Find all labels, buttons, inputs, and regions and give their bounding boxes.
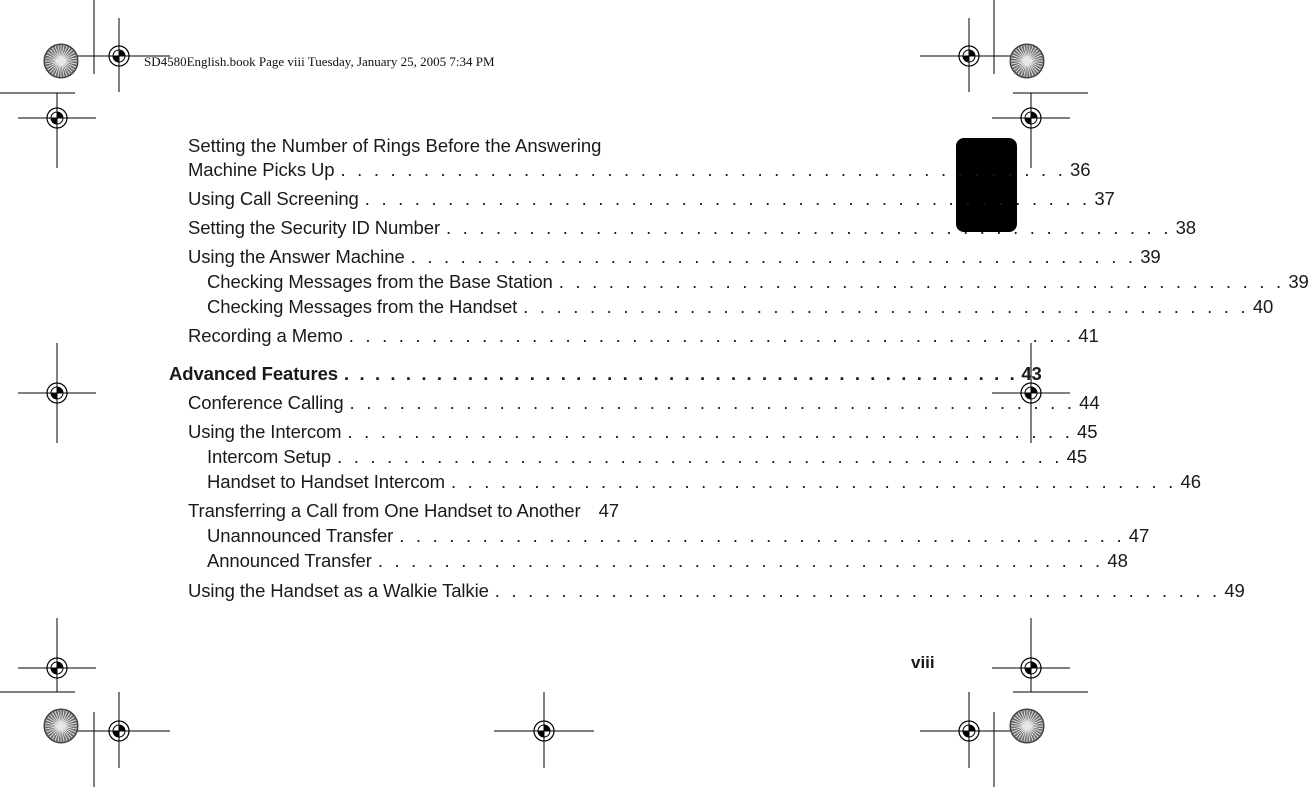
toc-entry[interactable] bbox=[207, 296, 1274, 318]
toc-entry-title: Using the Intercom bbox=[188, 421, 342, 442]
toc-page-number: 37 bbox=[1094, 188, 1115, 209]
toc-section-heading[interactable] bbox=[169, 363, 1042, 385]
toc-entry[interactable] bbox=[207, 525, 1150, 547]
toc-entry[interactable] bbox=[188, 580, 1245, 602]
toc-page-number: 43 bbox=[1021, 363, 1042, 384]
leader-dots: . . . . . . . . . . . . . . . . . . . . . . . . . . . . . . . . . . . . . . . . . . . . bbox=[558, 271, 1285, 292]
toc-page-number: 36 bbox=[1070, 159, 1091, 180]
leader-dots: . . . . . . . . . . . . . . . . . . . . . . . . . . . . . . . . . . . . . . . . . . . . bbox=[377, 550, 1104, 571]
toc-entry-title: Using the Handset as a Walkie Talkie bbox=[188, 580, 489, 601]
toc-page-number: 38 bbox=[1175, 217, 1196, 238]
toc-entry[interactable] bbox=[207, 550, 1128, 572]
leader-dots: . . . . . . . . . . . . . . . . . . . . . . . . . . . . . . . . . . . . . . . . . . . . bbox=[347, 421, 1074, 442]
leader-dots: . . . . . . . . . . . . . . . . . . . . . . . . . . . . . . . . . . . . . . . . . . . . bbox=[446, 217, 1172, 238]
toc-entry-title: Checking Messages from the Base Station bbox=[207, 271, 553, 292]
toc-entry-title: Machine Picks Up bbox=[188, 159, 335, 180]
toc-page-number: 45 bbox=[1066, 446, 1088, 467]
toc-entry-title: Advanced Features bbox=[169, 363, 338, 384]
leader-dots: . . . . . . . . . . . . . . . . . . . . . . . . . . . . . . . . . . . . . . . . . . . . bbox=[450, 471, 1177, 492]
toc-entry-title: Announced Transfer bbox=[207, 550, 372, 571]
toc-entry[interactable] bbox=[207, 446, 1088, 468]
toc-page-number: 41 bbox=[1078, 325, 1099, 346]
toc-entry-title: Recording a Memo bbox=[188, 325, 343, 346]
toc-entry[interactable] bbox=[188, 421, 1098, 443]
toc-entry-title: Using the Answer Machine bbox=[188, 246, 405, 267]
toc-entry[interactable] bbox=[188, 325, 1099, 347]
toc-entry[interactable] bbox=[188, 392, 1100, 414]
toc-entry-title: Unannounced Transfer bbox=[207, 525, 394, 546]
toc-entry[interactable] bbox=[207, 471, 1201, 493]
leader-dots: . . . . . . . . . . . . . . . . . . . . . . . . . . . . . . . . . . . . . . . . . . . . bbox=[337, 446, 1063, 467]
print-header: SD4580English.book Page viii Tuesday, January 25, 2005 7:34 PM bbox=[144, 54, 495, 69]
toc-entry[interactable] bbox=[188, 246, 1161, 268]
toc-entry[interactable] bbox=[207, 271, 1309, 293]
toc-page-number: 48 bbox=[1107, 550, 1128, 571]
leader-dots: . . . . . . . . . . . . . . . . . . . . . . . . . . . . . . . . . . . . . . . . . . . . bbox=[349, 392, 1076, 413]
toc-entry-title: Setting the Security ID Number bbox=[188, 217, 440, 238]
toc-entry[interactable] bbox=[188, 500, 619, 522]
leader-dots: . . . . . . . . . . . . . . . . . . . . . . . . . . . . . . . . . . . . . . . . . . . . bbox=[343, 363, 1018, 384]
toc-entry-title: Transferring a Call from One Handset to Another bbox=[188, 500, 581, 521]
toc-page-number: 44 bbox=[1079, 392, 1100, 413]
toc-entry-title-line1: Setting the Number of Rings Before the Answering bbox=[188, 135, 602, 156]
toc-entry-title: Handset to Handset Intercom bbox=[207, 471, 445, 492]
page-number: viii bbox=[911, 653, 935, 672]
toc-page-number: 47 bbox=[1128, 525, 1150, 546]
toc-entry-title: Checking Messages from the Handset bbox=[207, 296, 518, 317]
toc-entry-title: Intercom Setup bbox=[207, 446, 332, 467]
leader-dots: . . . . . . . . . . . . . . . . . . . . . . . . . . . . . . . . . . . . . . . . . . . . bbox=[523, 296, 1249, 317]
toc-page-number: 45 bbox=[1077, 421, 1098, 442]
toc-page-number: 39 bbox=[1288, 271, 1309, 292]
leader-dots: . . . . . . . . . . . . . . . . . . . . . . . . . . . . . . . . . . . . . . . . . . . . bbox=[348, 325, 1075, 346]
leader-dots: . . . . . . . . . . . . . . . . . . . . . . . . . . . . . . . . . . . . . . . . . . . . bbox=[340, 159, 1067, 180]
toc-entry[interactable] bbox=[188, 159, 1091, 181]
toc-entry[interactable] bbox=[188, 188, 1115, 210]
toc-page-number: 46 bbox=[1180, 471, 1201, 492]
toc-entry[interactable] bbox=[188, 217, 1196, 239]
leader-dots: . . . . . . . . . . . . . . . . . . . . . . . . . . . . . . . . . . . . . . . . . . . . bbox=[364, 188, 1091, 209]
leader-dots: . . . . . . . . . . . . . . . . . . . . . . . . . . . . . . . . . . . . . . . . . . . . bbox=[399, 525, 1125, 546]
toc-page-number: 39 bbox=[1140, 246, 1161, 267]
toc-page-number: 47 bbox=[598, 500, 619, 521]
toc-entry-title: Using Call Screening bbox=[188, 188, 359, 209]
leader-dots: . . . . . . . . . . . . . . . . . . . . . . . . . . . . . . . . . . . . . . . . . . . . bbox=[410, 246, 1137, 267]
toc-page-number: 40 bbox=[1252, 296, 1274, 317]
toc-entry-title: Conference Calling bbox=[188, 392, 344, 413]
leader-dots: . . . . . . . . . . . . . . . . . . . . . . . . . . . . . . . . . . . . . . . . . . . . bbox=[494, 580, 1221, 601]
toc-page-number: 49 bbox=[1224, 580, 1245, 601]
